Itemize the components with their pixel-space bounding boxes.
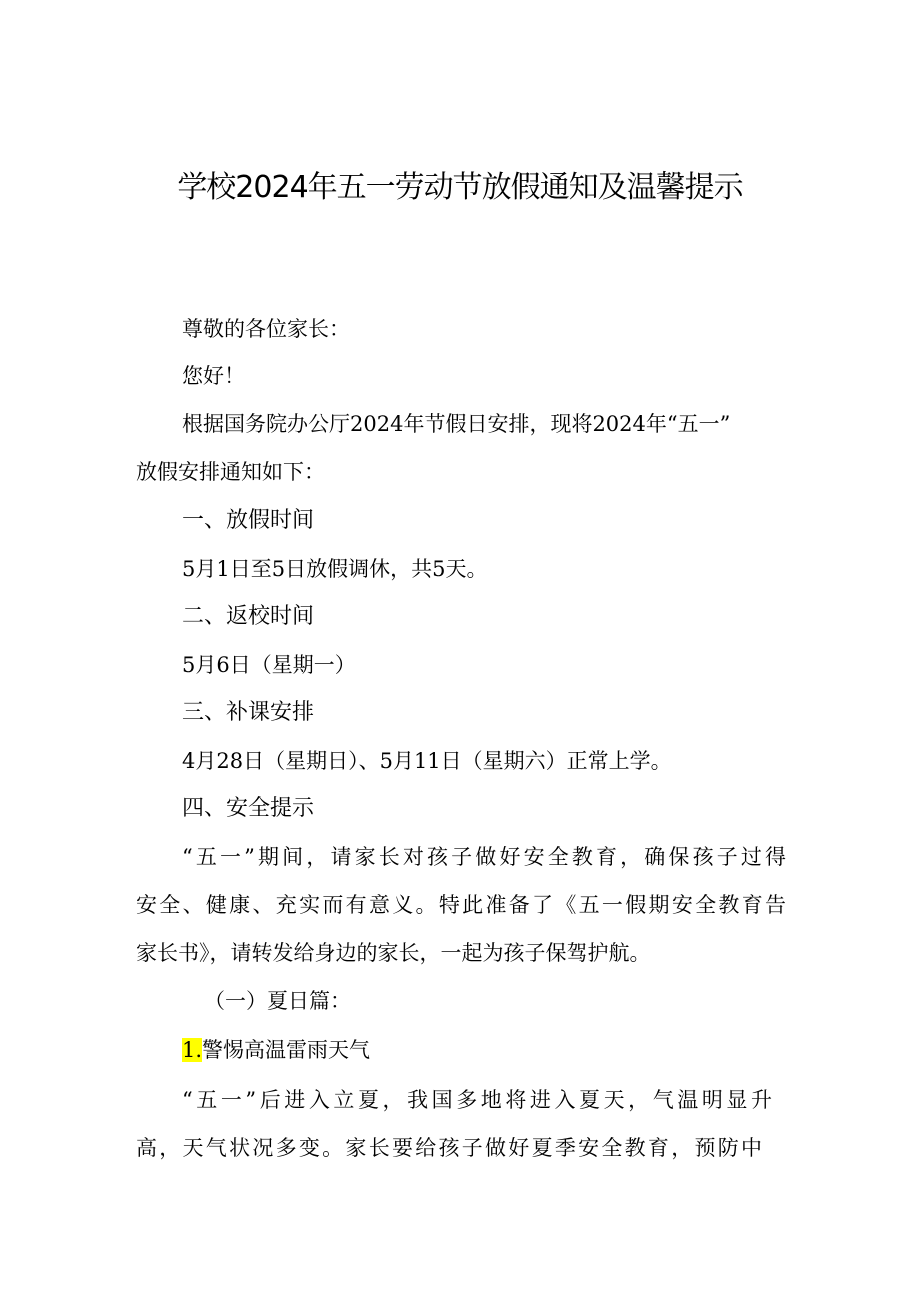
document-title: 学校2024年五一劳动节放假通知及温馨提示	[177, 170, 743, 205]
item-number-highlight: 1.	[182, 1038, 203, 1062]
item-title: 警惕高温雷雨天气	[202, 1038, 371, 1062]
subsection-summer: （一）夏日篇：	[204, 989, 351, 1013]
summer-line-1: “五一”后进入立夏，我国多地将进入夏天，气温明显升	[182, 1088, 772, 1112]
salutation: 尊敬的各位家长：	[182, 317, 350, 341]
section-body-makeup: 4月28日（星期日）、5月11日（星期六）正常上学。	[182, 749, 672, 773]
safety-line-3: 家长书》，请转发给身边的家长，一起为孩子保驾护航。	[136, 941, 651, 965]
item-heat-storm	[182, 1027, 832, 1073]
section-heading-holiday: 一、放假时间	[182, 508, 315, 533]
greeting: 您好！	[182, 364, 245, 388]
intro-line-1: 根据国务院办公厅2024年节假日安排，现将2024年“五一”	[182, 412, 731, 436]
intro-line-2: 放假安排通知如下：	[136, 460, 325, 484]
section-heading-safety: 四、安全提示	[182, 796, 315, 821]
safety-line-2: 安全、健康、充实而有意义。特此准备了《五一假期安全教育告	[136, 893, 786, 917]
section-body-return: 5月6日（星期一）	[182, 653, 356, 677]
section-heading-return: 二、返校时间	[182, 604, 315, 629]
section-heading-makeup: 三、补课安排	[182, 700, 315, 725]
summer-line-2: 高，天气状况多变。家长要给孩子做好夏季安全教育，预防中	[136, 1136, 762, 1160]
safety-line-1: “五一”期间，请家长对孩子做好安全教育，确保孩子过得	[182, 845, 786, 869]
section-body-holiday: 5月1日至5日放假调休，共5天。	[182, 557, 488, 581]
